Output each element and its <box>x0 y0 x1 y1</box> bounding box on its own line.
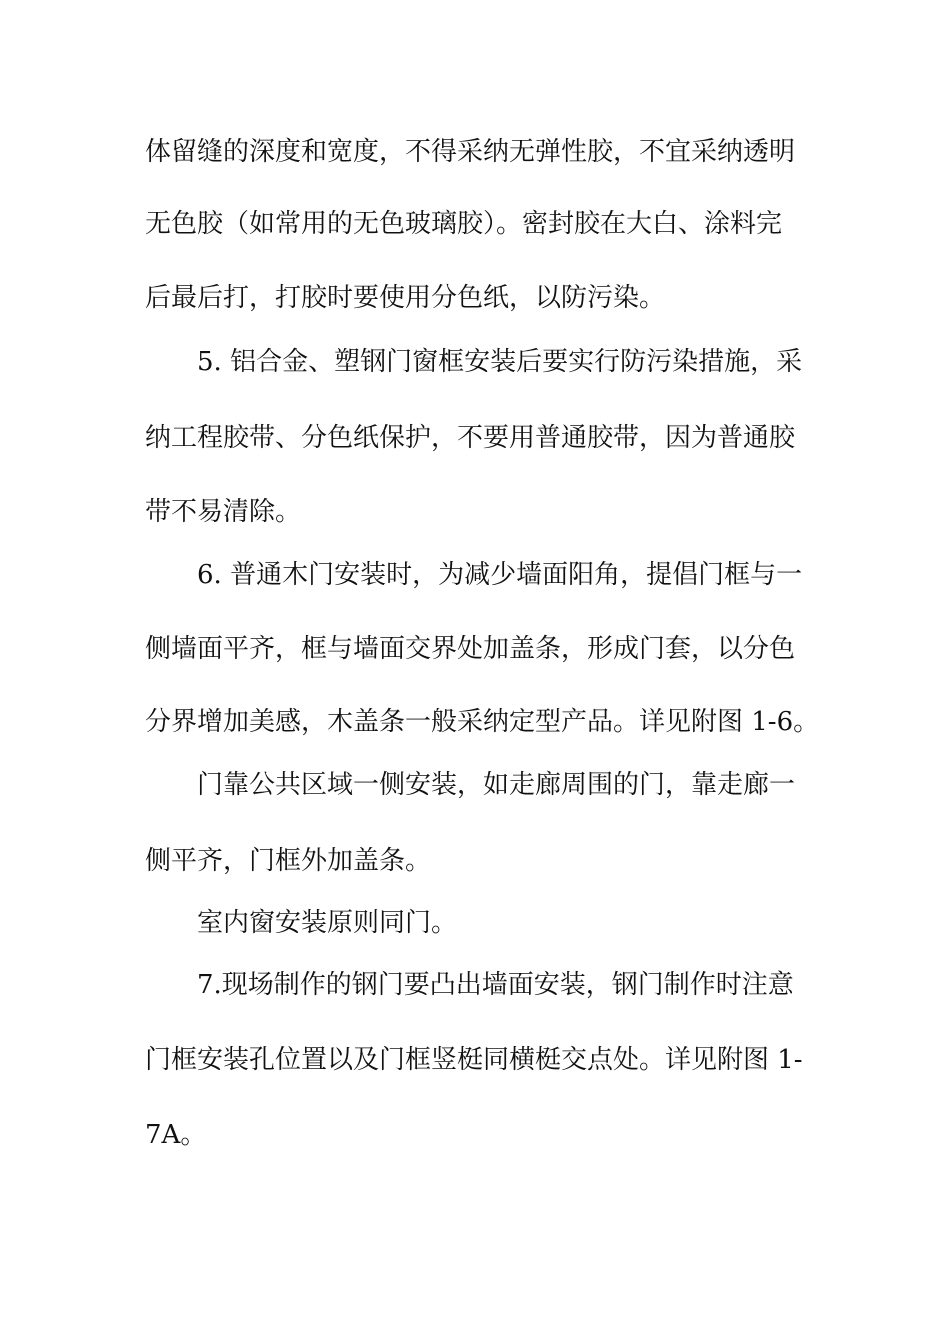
text-line-13: 7.现场制作的钢门要凸出墙面安装，钢门制作时注意 <box>197 970 794 1000</box>
text-line-10: 门靠公共区域一侧安装，如走廊周围的门，靠走廊一 <box>197 770 796 800</box>
text-line-9: 分界增加美感，木盖条一般采纳定型产品。详见附图 1-6。 <box>145 707 820 737</box>
text-line-3: 后最后打，打胶时要使用分色纸，以防污染。 <box>145 283 666 313</box>
text-line-7: 6. 普通木门安装时，为减少墙面阳角，提倡门框与一 <box>197 560 803 590</box>
text-line-12: 室内窗安装原则同门。 <box>197 908 458 938</box>
text-line-14: 门框安装孔位置以及门框竖梃同横梃交点处。详见附图 1- <box>145 1045 803 1075</box>
text-line-11: 侧平齐，门框外加盖条。 <box>145 846 432 876</box>
text-line-2: 无色胶（如常用的无色玻璃胶）。密封胶在大白、涂料完 <box>145 209 783 239</box>
text-line-15: 7A。 <box>145 1120 207 1150</box>
text-line-5: 纳工程胶带、分色纸保护，不要用普通胶带，因为普通胶 <box>145 423 796 453</box>
text-line-6: 带不易清除。 <box>145 497 302 527</box>
text-line-4: 5. 铝合金、塑钢门窗框安装后要实行防污染措施，采 <box>197 347 803 377</box>
text-line-8: 侧墙面平齐，框与墙面交界处加盖条，形成门套，以分色 <box>145 634 796 664</box>
text-line-1: 体留缝的深度和宽度，不得采纳无弹性胶，不宜采纳透明 <box>145 137 796 167</box>
